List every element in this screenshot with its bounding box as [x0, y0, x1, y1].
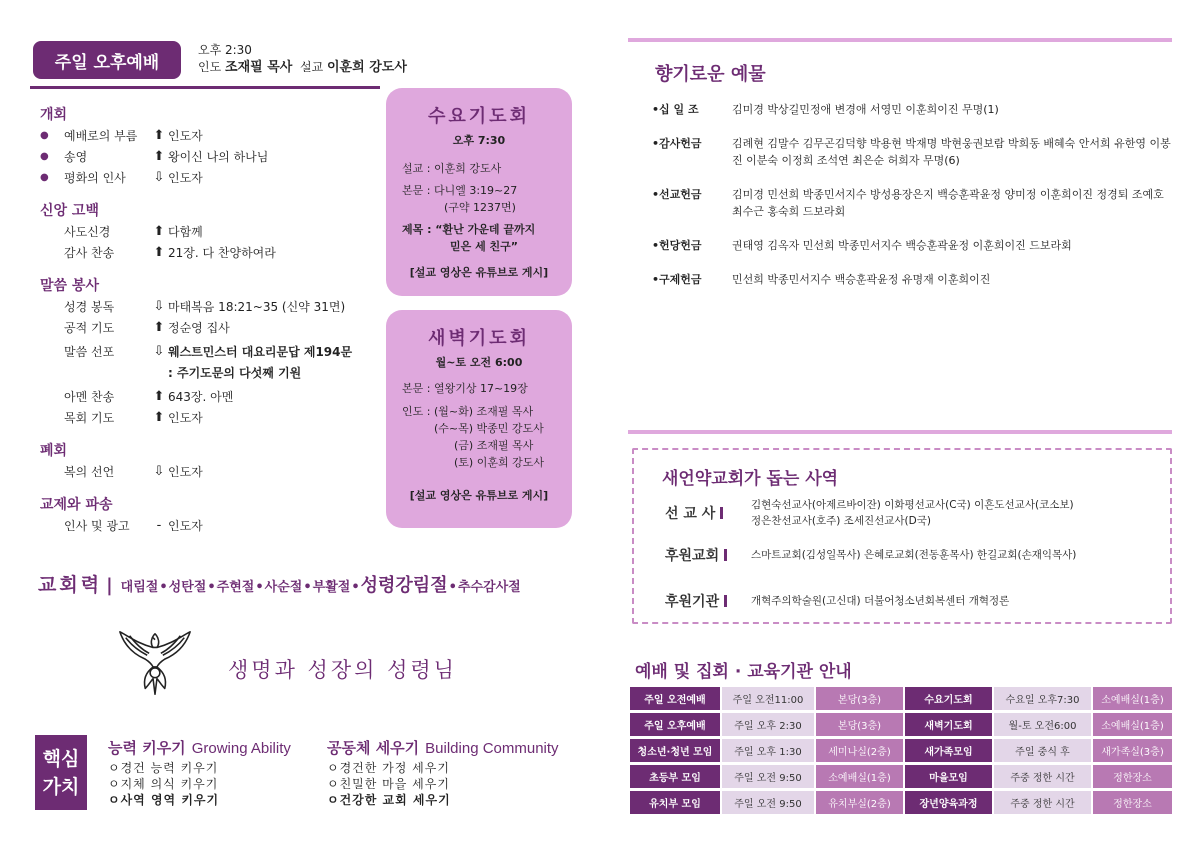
- mission-text: 정은찬선교사(호주) 조세진선교사(D국): [751, 515, 931, 527]
- order-row: [40, 148, 380, 169]
- meetings-title: 예배 및 집회 · 교육기관 안내: [635, 662, 852, 682]
- divider: [30, 86, 380, 89]
- meetings-cell: 청소년·청년 모임: [630, 739, 720, 762]
- order-item-name: 인사 및 광고: [64, 519, 130, 533]
- service-time: 오후 2:30: [198, 43, 252, 57]
- dot-separator: •: [303, 580, 312, 595]
- posture-icon: ⬆: [153, 245, 165, 260]
- posture-icon: ⬆: [153, 320, 165, 335]
- value-column-community: [327, 740, 559, 808]
- sermon-name: 이훈희 강도사: [327, 60, 407, 75]
- mission-label: 선 교 사: [665, 503, 751, 523]
- dawn-line: 본문 : 열왕기상 17~19장: [402, 382, 528, 395]
- order-item-value: 왕이신 나의 하나님: [168, 150, 269, 164]
- order-item-name: 감사 찬송: [64, 246, 115, 260]
- wednesday-footnote: [설교 영상은 유튜브로 게시]: [409, 266, 549, 279]
- core-label: 가치: [42, 775, 80, 798]
- missions-title: 새언약교회가 돕는 사역: [662, 469, 839, 489]
- wednesday-time: 오후 7:30: [452, 134, 506, 147]
- order-item-value: 마태복음 18:21~35 (신약 31면): [168, 300, 346, 314]
- calendar-season: 대림절: [120, 580, 159, 595]
- order-row: [40, 223, 380, 244]
- order-item-name: 공적 기도: [64, 321, 115, 335]
- offerings-title: 향기로운 예물: [655, 64, 766, 85]
- meetings-cell: 세미나실(2층): [816, 739, 903, 762]
- value-item: ㅇ사역 영역 키우기: [108, 793, 220, 807]
- meetings-cell: 주중 정한 시간: [994, 765, 1091, 788]
- order-item-name: 송영: [64, 150, 88, 164]
- offering-label: •구제헌금: [652, 273, 702, 286]
- dot-separator: •: [207, 580, 216, 595]
- dawn-prayer-box: [386, 310, 572, 528]
- order-item-value: 643장. 아멘: [168, 390, 234, 404]
- meetings-cell: 소예배실(1층): [1093, 687, 1172, 710]
- value-column-ability: [108, 740, 291, 808]
- value-item: ㅇ친밀한 마을 세우기: [327, 777, 450, 791]
- order-item-value: : 주기도문의 다섯째 기원: [168, 366, 302, 380]
- posture-icon: ⇩: [153, 464, 165, 479]
- meetings-cell: 주일 중식 후: [994, 739, 1091, 762]
- offering-row: [652, 237, 1172, 254]
- meetings-cell: 장년양육과정: [905, 791, 992, 814]
- order-item-name: 목회 기도: [64, 411, 115, 425]
- meetings-cell: 수요일 오후7:30: [994, 687, 1091, 710]
- order-item-name: 예배로의 부름: [64, 129, 138, 143]
- order-item-value: 정순영 집사: [168, 321, 230, 335]
- core-label: 핵심: [42, 747, 80, 770]
- order-section-heading: 폐회: [40, 443, 68, 459]
- service-info: [198, 42, 407, 76]
- dot-separator: •: [159, 580, 168, 595]
- posture-icon: ⬆: [153, 410, 165, 425]
- order-row: [40, 463, 380, 484]
- posture-icon: ⬆: [153, 389, 165, 404]
- calendar-season: 추수감사절: [457, 580, 521, 595]
- mission-row: [665, 591, 1165, 611]
- wednesday-line: 본문 : 다니엘 3:19~27: [402, 184, 518, 197]
- order-of-service: [40, 104, 380, 538]
- order-row: [40, 319, 380, 343]
- mission-label: 후원교회: [665, 545, 751, 565]
- value-item: ㅇ경건 능력 키우기: [108, 761, 219, 775]
- service-title: 주일 오후예배: [33, 41, 181, 79]
- dawn-line: (수~목) 박종민 강도사: [434, 422, 544, 435]
- offering-names: 김례현 김말수 김무곤김덕향 박용현 박재명 박현웅권보람 박희동 배혜숙 안서희 유한영 이봉진 이분숙 이정희 조석연 최은순 허희자 무명(6): [732, 137, 1171, 167]
- offering-row: [652, 101, 1172, 118]
- order-row: [40, 517, 380, 538]
- offering-label: •십 일 조: [652, 103, 699, 116]
- order-section-heading: 개회: [40, 107, 68, 123]
- value-item: ㅇ지체 의식 키우기: [108, 777, 219, 791]
- order-item-value: 인도자: [168, 519, 203, 533]
- wednesday-line: (구약 1237면): [444, 201, 516, 214]
- offering-row: [652, 135, 1172, 169]
- order-item-name: 평화의 인사: [64, 171, 126, 185]
- meetings-cell: 주일 오전예배: [630, 687, 720, 710]
- posture-icon: ⬆: [153, 149, 165, 164]
- divider: [628, 38, 1172, 42]
- offering-names: 권태영 김옥자 민선희 박종민서지수 백승훈곽윤정 이훈희이진 드보라회: [732, 239, 1072, 252]
- wednesday-line: 믿은 세 친구”: [450, 240, 519, 253]
- meetings-cell: 주일 오후 2:30: [722, 713, 814, 736]
- meetings-cell: 유치부 모임: [630, 791, 720, 814]
- calendar-bar: |: [106, 575, 113, 596]
- order-item-value: 21장. 다 찬양하여라: [168, 246, 276, 260]
- offering-names: 민선희 박종민서지수 백승훈곽윤정 유명재 이훈희이진: [732, 273, 991, 286]
- meetings-cell: 정한장소: [1093, 765, 1172, 788]
- order-item-value: 인도자: [168, 129, 203, 143]
- order-item-value: 인도자: [168, 411, 203, 425]
- calendar-season: 주현절: [216, 580, 255, 595]
- posture-icon: ⇩: [153, 170, 165, 185]
- meetings-cell: 소예배실(1층): [816, 765, 903, 788]
- posture-icon: ⬆: [153, 128, 165, 143]
- order-row: [40, 127, 380, 148]
- value-heading: 공동체 세우기 Building Community: [327, 739, 559, 757]
- bullet-icon: ●: [40, 172, 49, 183]
- meetings-cell: 본당(3층): [816, 687, 903, 710]
- meetings-cell: 주중 정한 시간: [994, 791, 1091, 814]
- posture-icon: -: [156, 518, 162, 533]
- dawn-line: 인도 : (월~화) 조재필 목사: [402, 405, 534, 418]
- posture-icon: ⇩: [153, 299, 165, 314]
- meetings-cell: 소예배실(1층): [1093, 713, 1172, 736]
- dawn-line: (토) 이훈희 강도사: [454, 456, 544, 469]
- order-row: [40, 169, 380, 190]
- wednesday-line: 설교 : 이훈희 강도사: [402, 162, 502, 175]
- wednesday-title: 수요기도회: [428, 106, 530, 127]
- meetings-cell: 마을모임: [905, 765, 992, 788]
- mission-row: [665, 497, 1165, 529]
- offering-label: •헌당헌금: [652, 239, 702, 252]
- dawn-time: 월~토 오전 6:00: [435, 356, 523, 369]
- dot-separator: •: [255, 580, 264, 595]
- offering-names: 김미경 민선희 박종민서지수 방성용장은지 백승훈곽윤정 양미정 이훈희이진 정경퇴 조예호 최수근 홍숙희 드보라회: [732, 188, 1164, 218]
- posture-icon: ⬆: [153, 224, 165, 239]
- order-item-name: 복의 선언: [64, 465, 115, 479]
- order-item-name: 성경 봉독: [64, 300, 115, 314]
- wednesday-prayer-box: [386, 88, 572, 296]
- meetings-cell: 월-토 오전6:00: [994, 713, 1091, 736]
- mission-text: 스마트교회(김성일목사) 은혜로교회(전동훈목사) 한길교회(손재익목사): [751, 549, 1077, 561]
- meetings-cell: 유치부실(2층): [816, 791, 903, 814]
- order-item-value: 인도자: [168, 171, 203, 185]
- mission-label: 후원기관: [665, 591, 751, 611]
- core-values-badge: [35, 735, 87, 810]
- calendar-title: 교회력: [38, 574, 103, 596]
- order-row: [40, 388, 380, 409]
- bullet-icon: ●: [40, 130, 49, 141]
- value-item: ㅇ경건한 가정 세우기: [327, 761, 450, 775]
- calendar-season: 사순절: [264, 580, 303, 595]
- slogan: 생명과 성장의 성령님: [228, 658, 457, 682]
- meetings-cell: 주일 오후 1:30: [722, 739, 814, 762]
- lead-label: 인도: [198, 60, 222, 74]
- meetings-cell: 정한장소: [1093, 791, 1172, 814]
- calendar-season: 성탄절: [168, 580, 207, 595]
- order-section-heading: 신앙 고백: [40, 203, 99, 219]
- order-row: [40, 244, 380, 265]
- order-item-name: 아멘 찬송: [64, 390, 115, 404]
- offerings-list: [652, 101, 1172, 305]
- order-item-value: 인도자: [168, 465, 203, 479]
- meetings-cell: 초등부 모임: [630, 765, 720, 788]
- order-row: [40, 364, 380, 388]
- dot-separator: •: [351, 580, 360, 595]
- bullet-icon: ●: [40, 151, 49, 162]
- offering-row: [652, 186, 1172, 220]
- sermon-label: 설교: [299, 60, 324, 74]
- order-row: [40, 298, 380, 319]
- order-section-heading: 교제와 파송: [40, 497, 113, 513]
- order-item-value: 웨스트민스터 대요리문답 제194문: [168, 345, 353, 359]
- meetings-cell: 주일 오전11:00: [722, 687, 814, 710]
- mission-row: [665, 545, 1165, 565]
- order-item-value: 다함께: [168, 225, 203, 239]
- mission-text: 김현숙선교사(아제르바이잔) 이화평선교사(C국) 이흔도선교사(코소보): [751, 499, 1074, 511]
- offering-label: •선교헌금: [652, 188, 702, 201]
- order-item-name: 말씀 선포: [64, 345, 115, 359]
- meetings-cell: 본당(3층): [816, 713, 903, 736]
- posture-icon: ⇩: [153, 344, 165, 359]
- divider: [628, 430, 1172, 434]
- mission-text: 개혁주의학술원(고신대) 더불어청소년회복센터 개혁정론: [751, 595, 1010, 607]
- calendar-season: 부활절: [312, 580, 351, 595]
- meetings-cell: 주일 오전 9:50: [722, 791, 814, 814]
- order-row: [40, 343, 380, 364]
- dawn-footnote: [설교 영상은 유튜브로 게시]: [409, 489, 549, 502]
- dawn-title: 새벽기도회: [428, 328, 530, 349]
- value-heading: 능력 키우기 Growing Ability: [108, 739, 291, 757]
- service-leaders: [198, 59, 407, 76]
- meetings-cell: 수요기도회: [905, 687, 992, 710]
- meetings-cell: 주일 오후예배: [630, 713, 720, 736]
- meetings-cell: 새가족모임: [905, 739, 992, 762]
- order-row: [40, 409, 380, 430]
- order-item-name: 사도신경: [64, 225, 111, 239]
- offering-label: •감사헌금: [652, 137, 702, 150]
- order-section-heading: 말씀 봉사: [40, 278, 99, 294]
- calendar-season-current: 성령강림절: [360, 575, 448, 596]
- wednesday-line: 제목 : “환난 가운데 끝까지: [402, 223, 536, 236]
- value-item: ㅇ건강한 교회 세우기: [327, 793, 451, 807]
- lead-name: 조재필 목사: [225, 60, 293, 75]
- meetings-table: [630, 687, 1174, 814]
- offering-row: [652, 271, 1172, 288]
- meetings-cell: 주일 오전 9:50: [722, 765, 814, 788]
- meetings-cell: 새벽기도회: [905, 713, 992, 736]
- offering-names: 김미경 박상길민정애 변경애 서영민 이훈희이진 무명(1): [732, 103, 999, 116]
- dawn-line: (금) 조재필 목사: [454, 439, 534, 452]
- dot-separator: •: [448, 580, 457, 595]
- church-calendar: [38, 570, 521, 597]
- meetings-cell: 새가족실(3층): [1093, 739, 1172, 762]
- dove-icon: [116, 624, 194, 706]
